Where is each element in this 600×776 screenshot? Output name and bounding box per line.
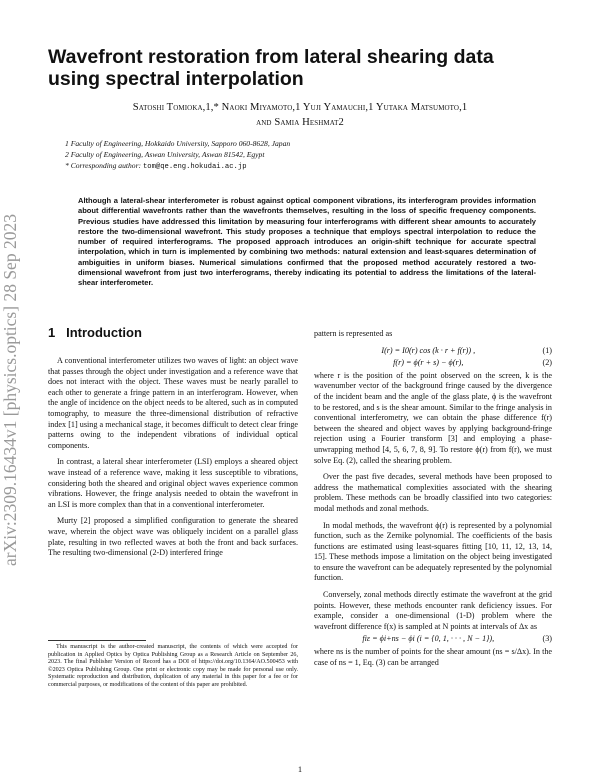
corresponding-author — [65, 160, 535, 173]
paragraph: Over the past five decades, several methods have been proposed to address the mathematical complexities associated with the shearing problem. These methods can be broadly classified into two categories: modal methods and zonal methods. — [314, 472, 552, 513]
equation-3 — [314, 634, 552, 645]
left-column — [48, 356, 298, 565]
equation-3-body: fiε = ϕi+ns − ϕi (i = {0, 1, · · · , N − 1}), — [362, 634, 495, 644]
section-number: 1 — [48, 325, 56, 340]
affiliation-1: 1 Faculty of Engineering, Hokkaido University, Sapporo 060-8628, Japan — [65, 139, 291, 148]
paragraph: In contrast, a lateral shear interferometer (LSI) employs a sheared object wave instead of a reference wave, making it less susceptible to vibrations, considering both the sheared and original object waves experience common vibrations. However, the fringe analysis needed to obtain the wavefront in an LSI is more complex than that in a conventional interferometer. — [48, 457, 298, 509]
author-line-2: and Samia Heshmat2 — [256, 117, 344, 128]
arxiv-stamp: arXiv:2309.16434v1 [physics.optics] 28 Sep 2023 — [0, 214, 20, 566]
footnote-text: This manuscript is the author-created manuscript, the contents of which were accepted for publication in Applied Optics by Optica Publishing Group as a Research Article on September 26, 2023. The final Publisher Version of Record has a DOI of https://doi.org/10.1364/AO.500453 with ©2023 Optica Publishing Group. One print or electronic copy may be made for personal use only. Systematic reproduction and distribution, duplication of any material in this paper for a fee or for commercial purposes, or modifications of the content of this paper are prohibited. — [48, 644, 298, 688]
paragraph: pattern is represented as — [314, 329, 393, 338]
affiliation-2: 2 Faculty of Engineering, Aswan University, Aswan 81542, Egypt — [65, 150, 265, 159]
equation-2 — [314, 358, 552, 369]
page-number: 1 — [297, 764, 303, 774]
equation-2-body: f(r) = ϕ(r + s) − ϕ(r), — [393, 358, 464, 368]
paragraph: Murty [2] proposed a simplified configuration to generate the sheared wave, wherein the object wave was obliquely incident on a parallel glass plate, resulting in two reflected waves at both the front and back surfaces. The resulting two-dimensional (2-D) interfered fringe — [48, 516, 298, 558]
right-column — [314, 329, 552, 674]
footnote-rule — [48, 640, 146, 641]
abstract: Although a lateral-shear interferometer is robust against optical component vibrations, its interferogram provides information about differential wavefronts rather than the wavefronts themselves, resulting in the loss of specific frequency components. Previous studies have addressed this limitation by measuring four interferograms with different shear amounts to accurately restore the two-dimensional wavefront. This study proposes a technique that employs spectral interpolation to reduce the number of required interferograms. The proposed approach introduces an origin-shift technique for accurate spectral interpolation, which in turn is implemented by combining two methods: natural extension and least-squares determination of ambiguities in uniform biases. Numerical simulations confirmed that the proposed method accurately restored a two-dimensional wavefront from just two interferograms, thereby indicating its potential to address the limitations of the lateral-shear interferometer. — [78, 196, 536, 288]
paragraph: A conventional interferometer utilizes two waves of light: an object wave that passes through the object under investigation and a reference wave that does not interact with the object. These waves must be nearly parallel to each other to generate a fringe pattern in an interferogram. However, when the angle of incidence on the object needs to be altered, such as in computed tomography, to measure the three-dimensional distribution of refractive index [1] using a mechanical stage, it becomes difficult to detect clear fringe patterns owing to the independent vibrations of individual optical components. — [48, 356, 298, 450]
paragraph: where r is the position of the point observed on the screen, k is the wavenumber vector of the background fringe caused by the divergence of the incident beam and the angle of the glass plate, ϕ is the wavefront to be restored, and s is the shear amount. Similar to the fringe analysis in conventional interferometry, we can obtain the phase difference f(r) between the sheared and object waves by applying background-fringe rejection using a Fourier transform [3] and employing a phase-unwrapping method [4, 5, 6, 7, 8, 9]. To restore ϕ(r) from f(r), we must solve Eq. (2), called the shearing problem. — [314, 370, 552, 465]
paragraph: where ns is the number of points for the shear amount (ns = s/Δx). In the case of ns = 1, Eq. (3) can be arranged — [314, 647, 552, 667]
equation-1 — [314, 346, 552, 357]
author-line-1: Satoshi Tomioka,1,* Naoki Miyamoto,1 Yuji Yamauchi,1 Yutaka Matsumoto,1 — [132, 102, 468, 113]
section-heading — [48, 325, 142, 340]
section-title: Introduction — [66, 325, 142, 340]
equation-3-number: (3) — [542, 634, 552, 644]
equation-2-number: (2) — [542, 358, 552, 368]
affiliations — [65, 138, 535, 173]
paragraph: Conversely, zonal methods directly estimate the wavefront at the grid points. However, these methods encounter rank deficiency issues. For example, consider a one-dimensional (1-D) problem where the wavefront difference f(x) is sampled at N points at intervals of Δx as — [314, 590, 552, 631]
corresponding-label: * Corresponding author: — [65, 161, 143, 170]
paper-title: Wavefront restoration from lateral shearing data using spectral interpolation — [48, 46, 494, 90]
footnote — [48, 644, 298, 690]
author-list — [48, 100, 552, 130]
equation-1-number: (1) — [542, 345, 552, 355]
paragraph: In modal methods, the wavefront ϕ(r) is represented by a polynomial function, such as the Zernike polynomial. The coefficients of the basis functions are estimated using least-squares fitting [10, 11, 12, 13, 14, 15]. These methods impose a limitation on the object being investigated to ensure the wavefront can be adequately represented by the polynomial function. — [314, 520, 552, 583]
equation-1-body: I(r) = I0(r) cos (k · r + f(r)) , — [381, 345, 476, 355]
corresponding-email[interactable]: tom@qe.eng.hokudai.ac.jp — [142, 163, 247, 171]
